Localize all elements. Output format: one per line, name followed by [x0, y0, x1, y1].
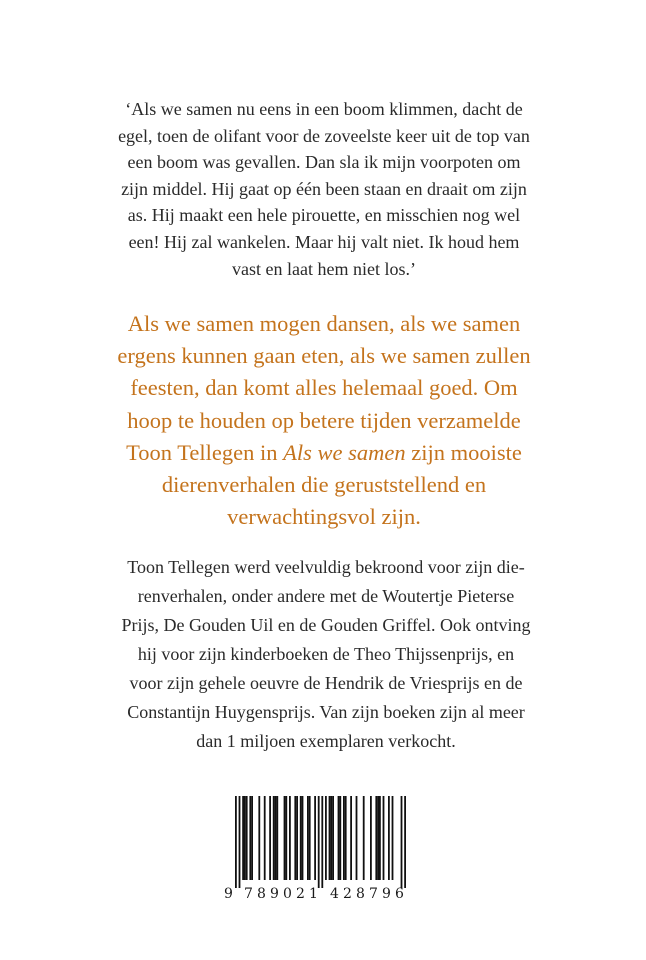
barcode-digits — [222, 886, 414, 908]
quote-line: ‘Als we samen nu eens in een boom klimmen, dacht de — [125, 99, 523, 119]
quote-line: een boom was gevallen. Dan sla ik mijn voorpoten om — [127, 152, 521, 173]
bio-line: renverhalen, onder andere met de Woutertje Pieterse — [137, 586, 515, 606]
barcode-bar — [289, 796, 291, 880]
barcode-bar — [363, 796, 365, 880]
barcode-bar — [242, 796, 244, 880]
barcode-bar — [345, 796, 347, 880]
blurb-line — [126, 440, 522, 465]
barcode-bar — [314, 796, 316, 880]
barcode-bar — [309, 796, 311, 880]
barcode-digit: 1 — [309, 886, 318, 902]
barcode-bars — [222, 796, 414, 888]
barcode-bar — [356, 796, 358, 880]
bio-line: Constantijn Huygensprijs. Van zijn boeken zijn al meer — [127, 702, 525, 722]
blurb-line: feesten, dan komt alles helemaal goed. Om — [130, 375, 518, 401]
quote-line: een! Hij zal wankelen. Maar hij valt niet. Ik houd hem — [128, 231, 520, 252]
bio-line: hij voor zijn kinderboeken de Theo Thijssenprijs, en — [137, 644, 515, 664]
barcode-bar — [246, 796, 248, 880]
barcode-bar — [251, 796, 253, 880]
barcode-bar — [343, 796, 345, 880]
barcode-bar — [249, 796, 251, 880]
barcode-guard-bar — [401, 796, 403, 888]
barcode-bar — [338, 796, 340, 880]
barcode-guard-bar — [321, 796, 323, 888]
barcode-digit: 7 — [369, 886, 378, 902]
barcode-bar — [329, 796, 331, 880]
blurb-line: verwachtingsvol zijn. — [227, 504, 421, 530]
barcode-digit: 0 — [283, 886, 292, 902]
barcode-guard-bar — [235, 796, 237, 888]
blurb-text: zijn mooiste — [405, 439, 522, 465]
barcode-guard-bar — [239, 796, 241, 888]
barcode-bar — [375, 796, 377, 880]
barcode-bar — [269, 796, 271, 880]
barcode-digit: 6 — [395, 886, 404, 902]
blurb-line: hoop te houden op betere tijden verzamelde — [127, 407, 521, 433]
blurb — [60, 308, 588, 533]
barcode-bar — [325, 796, 327, 880]
barcode-bar — [307, 796, 309, 880]
barcode-guard-bar — [404, 796, 406, 888]
barcode-digit: 9 — [224, 886, 233, 902]
barcode-bar — [392, 796, 394, 880]
barcode-bar — [332, 796, 334, 880]
barcode-bar — [339, 796, 341, 880]
barcode-bar — [370, 796, 372, 880]
barcode-bar — [296, 796, 298, 880]
quote-line: egel, toen de olifant voor de zoveelste keer uit de top van — [118, 125, 530, 146]
barcode-digit: 9 — [382, 886, 391, 902]
barcode-guard-bar — [318, 796, 320, 888]
quote-line: vast en laat hem niet los.’ — [232, 258, 416, 279]
barcode-digit: 2 — [296, 886, 305, 902]
blurb-text: Toon Tellegen in — [126, 439, 284, 465]
barcode-bar — [388, 796, 390, 880]
barcode-bar — [330, 796, 332, 880]
barcode-digit: 4 — [330, 886, 339, 902]
barcode-bar — [379, 796, 381, 880]
barcode-bar — [244, 796, 246, 880]
barcode-bar — [377, 796, 379, 880]
barcode-bar — [294, 796, 296, 880]
bio-line: Prijs, De Gouden Uil en de Gouden Griffel. Ook ontving — [121, 615, 531, 635]
barcode-bar — [276, 796, 278, 880]
bio-line: voor zijn gehele oeuvre de Hendrik de Vriesprijs en de — [129, 673, 523, 693]
blurb-line: ergens kunnen gaan eten, als we samen zullen — [117, 343, 531, 369]
barcode-digit: 7 — [244, 886, 253, 902]
barcode-digit: 8 — [356, 886, 365, 902]
barcode-bar — [264, 796, 266, 880]
barcode-bar — [284, 796, 286, 880]
barcode-digit: 9 — [270, 886, 279, 902]
blurb-line: dierenverhalen die geruststellend en — [161, 472, 487, 498]
barcode-bar — [273, 796, 275, 880]
barcode-bar — [275, 796, 277, 880]
bio-line: Toon Tellegen werd veelvuldig bekroond voor zijn die- — [127, 557, 525, 577]
quote-line: as. Hij maakt een hele pirouette, en misschien nog wel — [127, 205, 521, 226]
barcode-bar — [350, 796, 352, 880]
book-title: Als we samen — [283, 439, 406, 465]
barcode-digit: 8 — [257, 886, 266, 902]
barcode-bar — [302, 796, 304, 880]
barcode-digit: 2 — [343, 886, 352, 902]
blurb-line: Als we samen mogen dansen, als we samen — [127, 311, 521, 336]
isbn-barcode — [222, 796, 414, 908]
barcode-bar — [300, 796, 302, 880]
bio-line: dan 1 miljoen exemplaren verkocht. — [196, 731, 456, 751]
author-bio — [76, 553, 576, 756]
barcode-bar — [285, 796, 287, 880]
quote-line: zijn middel. Hij gaat op één been staan en draait om zijn — [121, 178, 527, 199]
barcode-bar — [258, 796, 260, 880]
quote-excerpt — [72, 96, 576, 282]
barcode-bar — [383, 796, 385, 880]
